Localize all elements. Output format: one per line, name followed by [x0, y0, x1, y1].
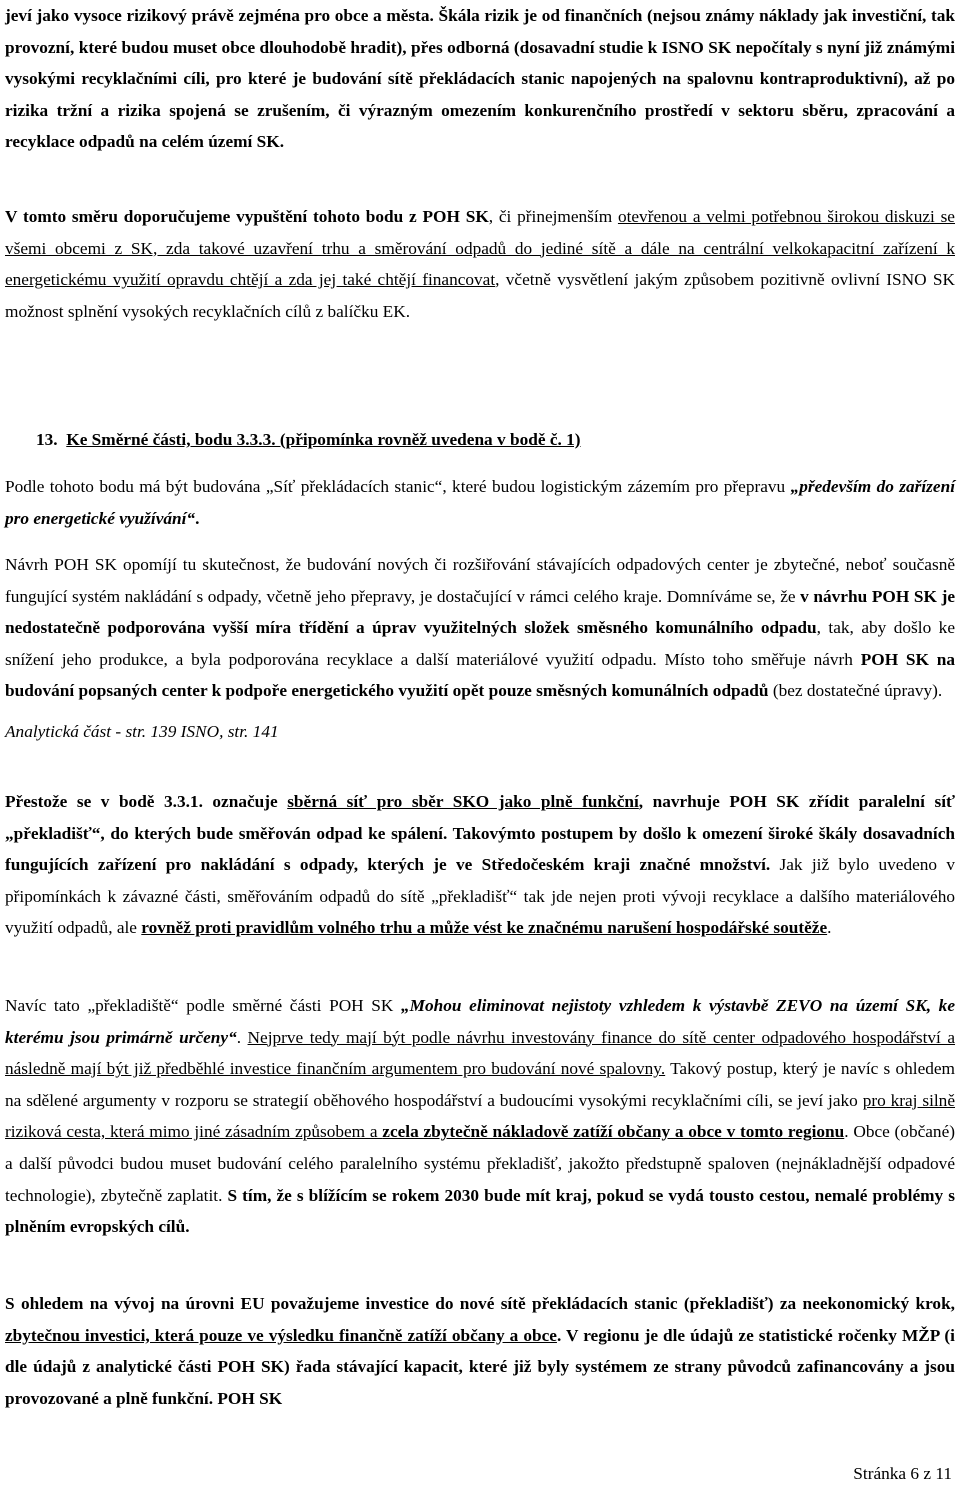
paragraph-eu-development: [5, 1288, 955, 1414]
section-number: 13.: [36, 430, 58, 449]
collection-end: .: [827, 918, 832, 938]
network-end: .: [195, 508, 200, 528]
network-quote: „především do zařízení pro energetické využívání“: [5, 477, 955, 528]
eu-bold-1: S ohledem na vývoj na úrovni EU považujeme investice do nové sítě překládacích stanic (překladišť) za neekonomický krok,: [5, 1294, 955, 1313]
recommendation-underlined: otevřenou a velmi potřebnou širokou diskuzi se všemi obcemi z SK, zda takové uzavření trhu a směrování odpadů do jediné sítě a dále na centrální velkokapacitní zařízení k energetickému využití opravdu chtějí a zda jej také chtějí financovat: [5, 207, 955, 290]
collection-bold-2: , navrhuje POH SK zřídit paralelní síť „překladišť“, do kterých bude směřován odpad ke spálení. Takovýmto postupem by došlo k omezení široké škály dosavadních fungujících zařízení pro nakládání s odpady, kterých je ve Středočeském kraji značné množství.: [5, 792, 956, 875]
paragraph-recommendation: [5, 201, 955, 327]
collection-bold-underlined: rovněž proti pravidlům volného trhu a může vést ke značnému narušení hospodářské soutěže: [141, 918, 828, 938]
network-text: Podle tohoto bodu má být budována „Síť překládacích stanic“, které budou logistickým zázemím pro přepravu: [5, 477, 791, 496]
section-heading: [36, 424, 581, 455]
proposal-bold-2: POH SK na budování popsaných center k podpoře energetického využití opět pouze směsných komunálních odpadů: [5, 649, 955, 701]
proposal-text-1: Návrh POH SK opomíjí tu skutečnost, že budování nových či rozšiřování stávajících odpadových center je zbytečné, neboť současně fungující systém nakládání s odpady, včetně jeho přepravy, je dostačující v rámci celého kraje. Domníváme se, že: [5, 555, 955, 606]
paragraph-risks-text: jeví jako vysoce rizikový právě zejména pro obce a města. Škála rizik je od finančních (nejsou známy náklady jak investiční, tak provozní, které budou muset obce dlouhodobě hradit), přes odborná (dosavadní studie k ISNO SK nepočítaly s nyní již známými vysokými recyklačními cíli, pro které je budování sítě překládacích stanic napojených na spalovnu kontraproduktivní), až po rizika tržní a rizika spojená se zrušením, či výrazným omezením konkurenčního prostředí v sektoru sběru, zpracování a recyklace odpadů na celém území SK.: [5, 6, 955, 152]
paragraph-collection-network: [5, 786, 955, 944]
eu-bold-2: . V regionu je dle údajů ze statistické ročenky MŽP (i dle údajů z analytické části POH SK) řada stávající kapacit, které již byly systémem ze strany původců zafinancovány a jsou provozované a plně funkční. POH SK: [5, 1325, 955, 1408]
eu-bold-underlined: zbytečnou investici, která pouze ve výsledku finančně zatíží občany a obce: [5, 1325, 557, 1345]
transfer-text-3: Takový postup, který je navíc s ohledem na sdělené argumenty v rozporu se strategií oběhového hospodářství a budoucími vysokými recyklačními cíli, se jeví jako: [5, 1059, 955, 1110]
page-number: Stránka 6 z 11: [853, 1464, 952, 1483]
proposal-text-2: , tak, aby došlo ke snížení jeho produkce, a byla podporována recyklace a další materiálové využití odpadu. Místo toho směřuje návrh: [5, 618, 955, 669]
analytic-reference: Analytická část - str. 139 ISNO, str. 141: [5, 722, 279, 741]
transfer-text-1: Navíc tato „překladiště“ podle směrné části POH SK: [5, 996, 402, 1015]
transfer-underlined-1: Nejprve tedy mají být podle návrhu investovány finance do sítě center odpadového hospodářství a následně mají být již předběhlé investice finančním argumentem pro budování nové spalovny.: [5, 1027, 956, 1079]
paragraph-transfer-stations: [5, 990, 955, 1243]
transfer-quote: „Mohou eliminovat nejistoty vzhledem k výstavbě ZEVO na území SK, ke kterému jsou primárně určeny“: [5, 996, 955, 1047]
paragraph-proposal: [5, 549, 955, 707]
transfer-text-4: . Obce (občané) a další původci budou muset budování celého paralelního systému překladišť, jakožto předstupně spaloven (nejnákladnější odpadové technologie), zbytečně zaplatit.: [5, 1122, 955, 1205]
recommendation-text-2: , včetně vysvětlení jakým způsobem pozitivně ovlivní ISNO SK možnost splnění vysokých recyklačních cílů z balíčku EK.: [5, 270, 955, 321]
paragraph-network: [5, 471, 955, 534]
transfer-bold-underlined: zcela zbytečně nákladově zatíží občany a obce v tomto regionu: [382, 1122, 845, 1142]
collection-text: Jak již bylo uvedeno v připomínkách k závazné části, směřováním odpadů do sítě „překladišť“ tak jde nejen proti vývoji recyklace a dalšího materiálového využití odpadů, ale: [5, 855, 955, 938]
recommendation-bold: V tomto směru doporučujeme vypuštění tohoto bodu z POH SK: [5, 207, 489, 226]
transfer-bold: S tím, že s blížícím se rokem 2030 bude mít kraj, pokud se vydá tousto cestou, nemalé problémy s plněním evropských cílů.: [5, 1185, 955, 1237]
section-title: Ke Směrné části, bodu 3.3.3. (připomínka rovněž uvedena v bodě č. 1): [66, 430, 581, 449]
proposal-text-3: (bez dostatečné úpravy).: [768, 681, 943, 701]
collection-underlined: sběrná síť pro sběr SKO jako plně funkční: [287, 792, 639, 811]
transfer-text-2: .: [236, 1027, 248, 1047]
recommendation-text-1: , či přinejmenším: [488, 207, 618, 226]
proposal-bold-1: v návrhu POH SK je nedostatečně podporována vyšší míra třídění a úprav využitelných složek směsného komunálního odpadu: [5, 586, 955, 638]
paragraph-risks: [5, 0, 955, 158]
transfer-underlined-2: pro kraj silně riziková cesta, která mimo jiné zásadním způsobem a: [5, 1090, 955, 1142]
collection-bold-1: Přestože se v bodě 3.3.1. označuje: [5, 792, 288, 811]
